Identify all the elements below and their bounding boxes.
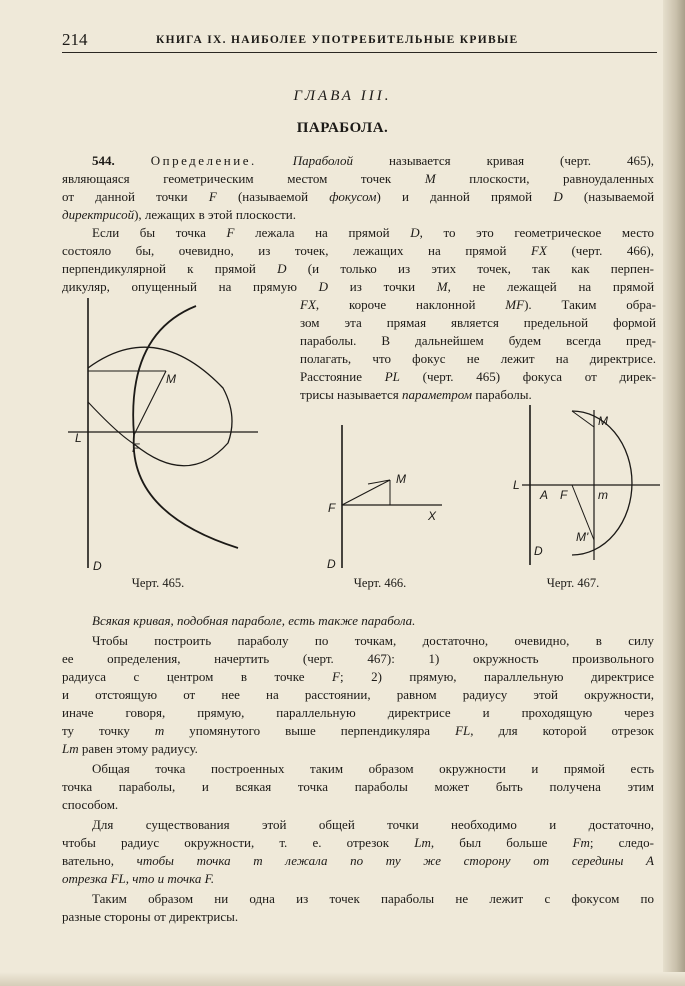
label-f: F <box>132 441 140 455</box>
defined-term: Параболой <box>292 153 353 168</box>
radius-fm <box>572 411 594 427</box>
label-d: D <box>327 557 336 570</box>
label-l: L <box>75 431 82 445</box>
defined-term: параметром <box>402 387 473 402</box>
page-bottom-shadow <box>0 972 685 986</box>
text-line: зом эта прямая является предельной формой <box>300 315 656 330</box>
text-line: Расстояние PL (черт. 465) фокуса от дирек- <box>300 369 657 384</box>
label-f: F <box>560 488 568 502</box>
running-head <box>62 30 654 52</box>
text-line: радиуса с центром в точке F; 2) прямую, параллельную директрисе <box>62 669 654 684</box>
construction-arc-lower <box>88 402 134 444</box>
text-line: вательно, чтобы точка m лежала по ту же сторону от середины A <box>62 853 654 868</box>
text-line: способом. <box>62 797 119 812</box>
text-line: FX, короче наклонной MF). Таким обра- <box>300 297 657 312</box>
text-line: Lm равен этому радиусу. <box>62 741 198 756</box>
limit-paragraph <box>62 224 654 296</box>
page-edge-shadow <box>663 0 685 986</box>
parabola-curve <box>133 306 238 548</box>
page-number: 214 <box>62 30 88 49</box>
caption-466: Черт. 466. <box>353 576 407 590</box>
text-line: дикуляр, опущенный на прямую D из точки M, не лежащей на прямой <box>62 279 655 294</box>
existence-paragraph <box>62 816 654 888</box>
text-line: перпендикулярной к прямой D (и только из этих точек, так как перпен- <box>62 261 655 276</box>
text-line: и отстоящую от нее на расстоянии, равном радиусу этой окружности, <box>62 687 654 702</box>
section-number: 544. <box>92 153 115 168</box>
theorem-paragraph <box>62 612 654 630</box>
text-line: ее определения, начертить (черт. 467): 1) окружность произвольного <box>62 651 654 666</box>
text-line: Если бы точка F лежала на прямой D, то это геометрическое место <box>92 225 655 240</box>
chapter-title: ПАРАБОЛА. <box>296 120 389 136</box>
text-line: Чтобы построить параболу по точкам, достаточно, очевидно, в силу <box>92 633 654 648</box>
caption-465: Черт. 465. <box>131 576 185 590</box>
label-m: M <box>166 372 176 386</box>
label-m-prime: M' <box>576 530 589 544</box>
label-d: D <box>93 559 102 573</box>
text-line: полагать, что фокус не лежит на директрисе. <box>300 351 656 366</box>
text-line: параболы. В дальнейшем будем всегда пред- <box>300 333 656 348</box>
text-line: ту точку m упомянутого выше перпендикуляра FL, для которой отрезок <box>62 723 654 738</box>
label-l: L <box>513 478 520 492</box>
definition-paragraph <box>62 152 654 224</box>
text-line: разные стороны от директрисы. <box>62 909 239 924</box>
label-x: X <box>428 509 437 523</box>
text-line: трисы называется параметром параболы. <box>300 387 532 402</box>
text-line: Для существования этой общей точки необходимо и достаточно, <box>92 817 654 832</box>
text-line: Таким образом ни одна из точек параболы не лежит с фокусом по <box>92 891 654 906</box>
common-point-paragraph <box>62 760 654 814</box>
text-line: состояло бы, очевидно, из точек, лежащих на прямой FX (черт. 466), <box>62 243 655 258</box>
header-rule <box>62 52 657 53</box>
segment-mf <box>342 480 390 505</box>
text-line: Общая точка построенных таким образом окружности и прямой есть <box>92 761 654 776</box>
text-line: точка параболы, и всякая точка параболы может быть получена этим <box>62 779 654 794</box>
label-f: F <box>328 501 336 515</box>
figure-465-parabola <box>68 298 268 573</box>
text-line: отрезка FL, что и точка F. <box>62 871 215 886</box>
text-line: Всякая кривая, подобная параболе, есть также парабола. <box>92 613 416 628</box>
label-m: M <box>598 414 608 428</box>
label-a: A <box>540 488 549 502</box>
figure-467-construction <box>510 405 660 570</box>
chapter-label: ГЛАВА III. <box>293 88 392 104</box>
limit-paragraph-continued <box>300 296 656 404</box>
text-line: иначе говоря, прямую, параллельную директрисе и проходящую через <box>62 705 654 720</box>
construction-circle-arc <box>88 347 232 466</box>
label-d: D <box>534 544 543 558</box>
term-definition: Определение. <box>150 153 257 168</box>
text-line: директрисой), лежащих в этой плоскости. <box>62 207 297 222</box>
label-m: M <box>396 472 406 486</box>
caption-467: Черт. 467. <box>546 576 600 590</box>
text-line: являющаяся геометрическим местом точек M плоскости, равноудаленных <box>62 171 655 186</box>
text-line: от данной точки F (называемой фокусом) и данной прямой D (называемой <box>62 189 655 204</box>
figure-466-degenerate <box>320 420 450 570</box>
text-line: 544. Определение. Параболой называется кривая (черт. 465), <box>92 153 655 168</box>
running-title: КНИГА IX. НАИБОЛЕЕ УПОТРЕБИТЕЛЬНЫЕ КРИВЫЕ <box>156 34 519 46</box>
text-line: чтобы радиус окружности, т. е. отрезок Lm, был больше Fm; следо- <box>62 835 654 850</box>
conclusion-paragraph <box>62 890 654 926</box>
segment-mf <box>134 371 166 435</box>
construction-paragraph <box>62 632 654 758</box>
label-m-lower: m <box>598 488 608 502</box>
